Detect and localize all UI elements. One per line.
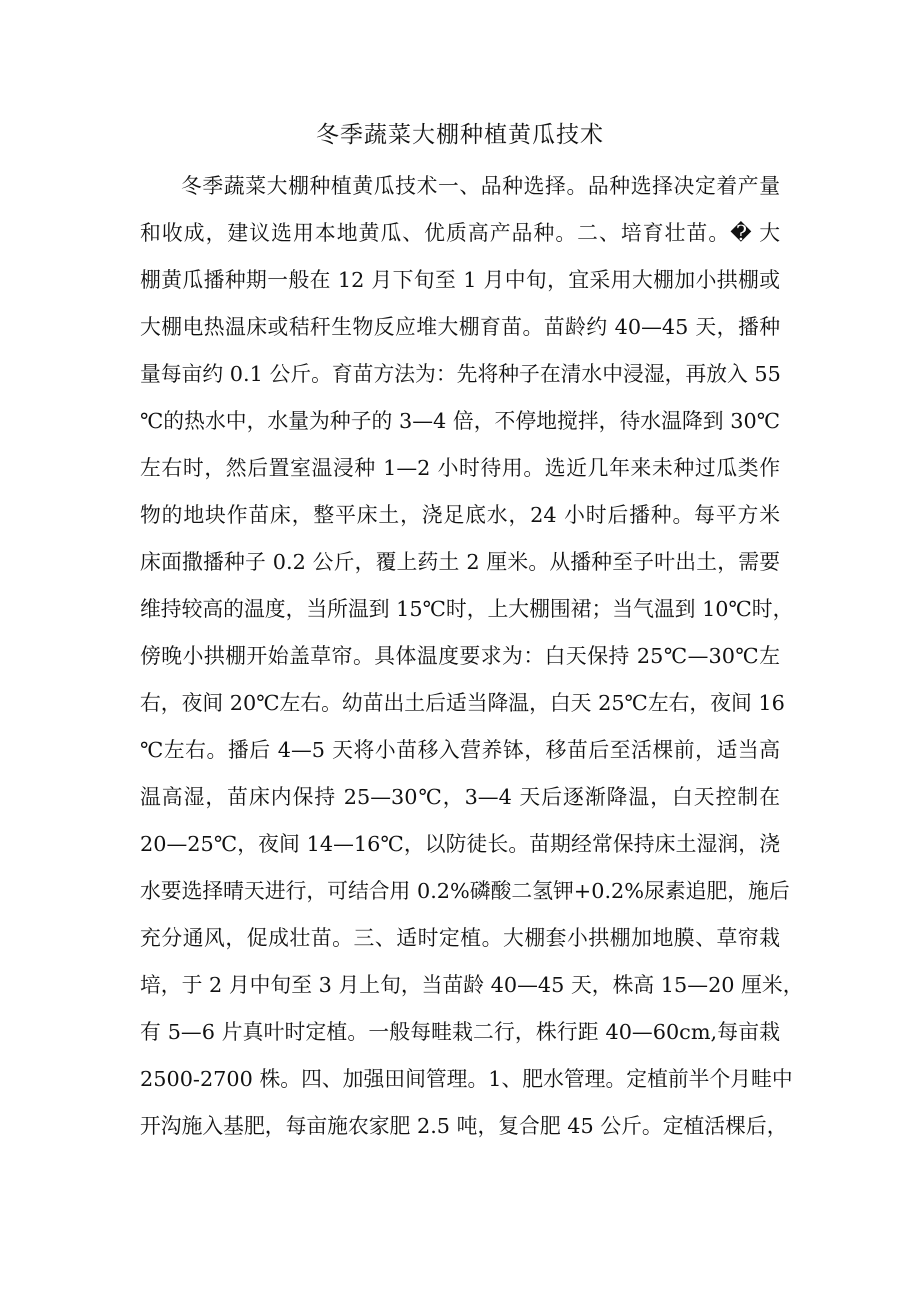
body-line: 维持较高的温度，当所温到 15℃时，上大棚围裙；当气温到 10℃时， — [140, 597, 794, 621]
body-line: 充分通风，促成壮苗。三、适时定植。大棚套小拱棚加地膜、草帘栽 — [140, 926, 780, 950]
body-line: 右，夜间 20℃左右。幼苗出土后适当降温，白天 25℃左右，夜间 16 — [140, 691, 785, 715]
body-line: 开沟施入基肥，每亩施农家肥 2.5 吨，复合肥 45 公斤。定植活棵后， — [140, 1114, 788, 1138]
body-line: 冬季蔬菜大棚种植黄瓜技术一、品种选择。品种选择决定着产量 — [181, 174, 780, 198]
body-line: 水要选择晴天进行，可结合用 0.2%磷酸二氢钾+0.2%尿素追肥，施后 — [140, 879, 790, 903]
body-line: 温高湿，苗床内保持 25—30℃，3—4 天后逐渐降温，白天控制在 — [140, 785, 780, 809]
body-line: 傍晚小拱棚开始盖草帘。具体温度要求为：白天保持 25℃—30℃左 — [140, 644, 780, 668]
body-line: 量每亩约 0.1 公斤。育苗方法为：先将种子在清水中浸湿，再放入 55 — [140, 362, 781, 386]
body-line: ℃的热水中，水量为种子的 3—4 倍，不停地搅拌，待水温降到 30℃ — [140, 409, 780, 433]
body-line: 左右时，然后置室温浸种 1—2 小时待用。选近几年来未种过瓜类作 — [140, 456, 780, 480]
body-line: 培，于 2 月中旬至 3 月上旬，当苗龄 40—45 天，株高 15—20 厘米， — [140, 973, 804, 997]
body-line: ℃左右。播后 4—5 天将小苗移入营养钵，移苗后至活棵前，适当高 — [140, 738, 780, 762]
body-line: 2500-2700 株。四、加强田间管理。1、肥水管理。定植前半个月畦中 — [140, 1067, 793, 1091]
body-line: 物的地块作苗床，整平床土，浇足底水，24 小时后播种。每平方米 — [140, 503, 780, 527]
body-line: 有 5—6 片真叶时定植。一般每畦栽二行，株行距 40—60cm,每亩栽 — [140, 1020, 780, 1044]
body-line: 棚黄瓜播种期一般在 12 月下旬至 1 月中旬，宜采用大棚加小拱棚或 — [140, 268, 780, 292]
document-body — [140, 169, 804, 1156]
document-title: 冬季蔬菜大棚种植黄瓜技术 — [316, 122, 604, 148]
body-line: 大棚电热温床或秸秆生物反应堆大棚育苗。苗龄约 40—45 天，播种 — [140, 315, 780, 339]
body-line: 20—25℃，夜间 14—16℃，以防徒长。苗期经常保持床土湿润，浇 — [140, 832, 780, 856]
body-line: 和收成，建议选用本地黄瓜、优质高产品种。二、培育壮苗。� 大 — [140, 221, 780, 245]
body-line: 床面撒播种子 0.2 公斤，覆上药土 2 厘米。从播种至子叶出土，需要 — [140, 550, 780, 574]
